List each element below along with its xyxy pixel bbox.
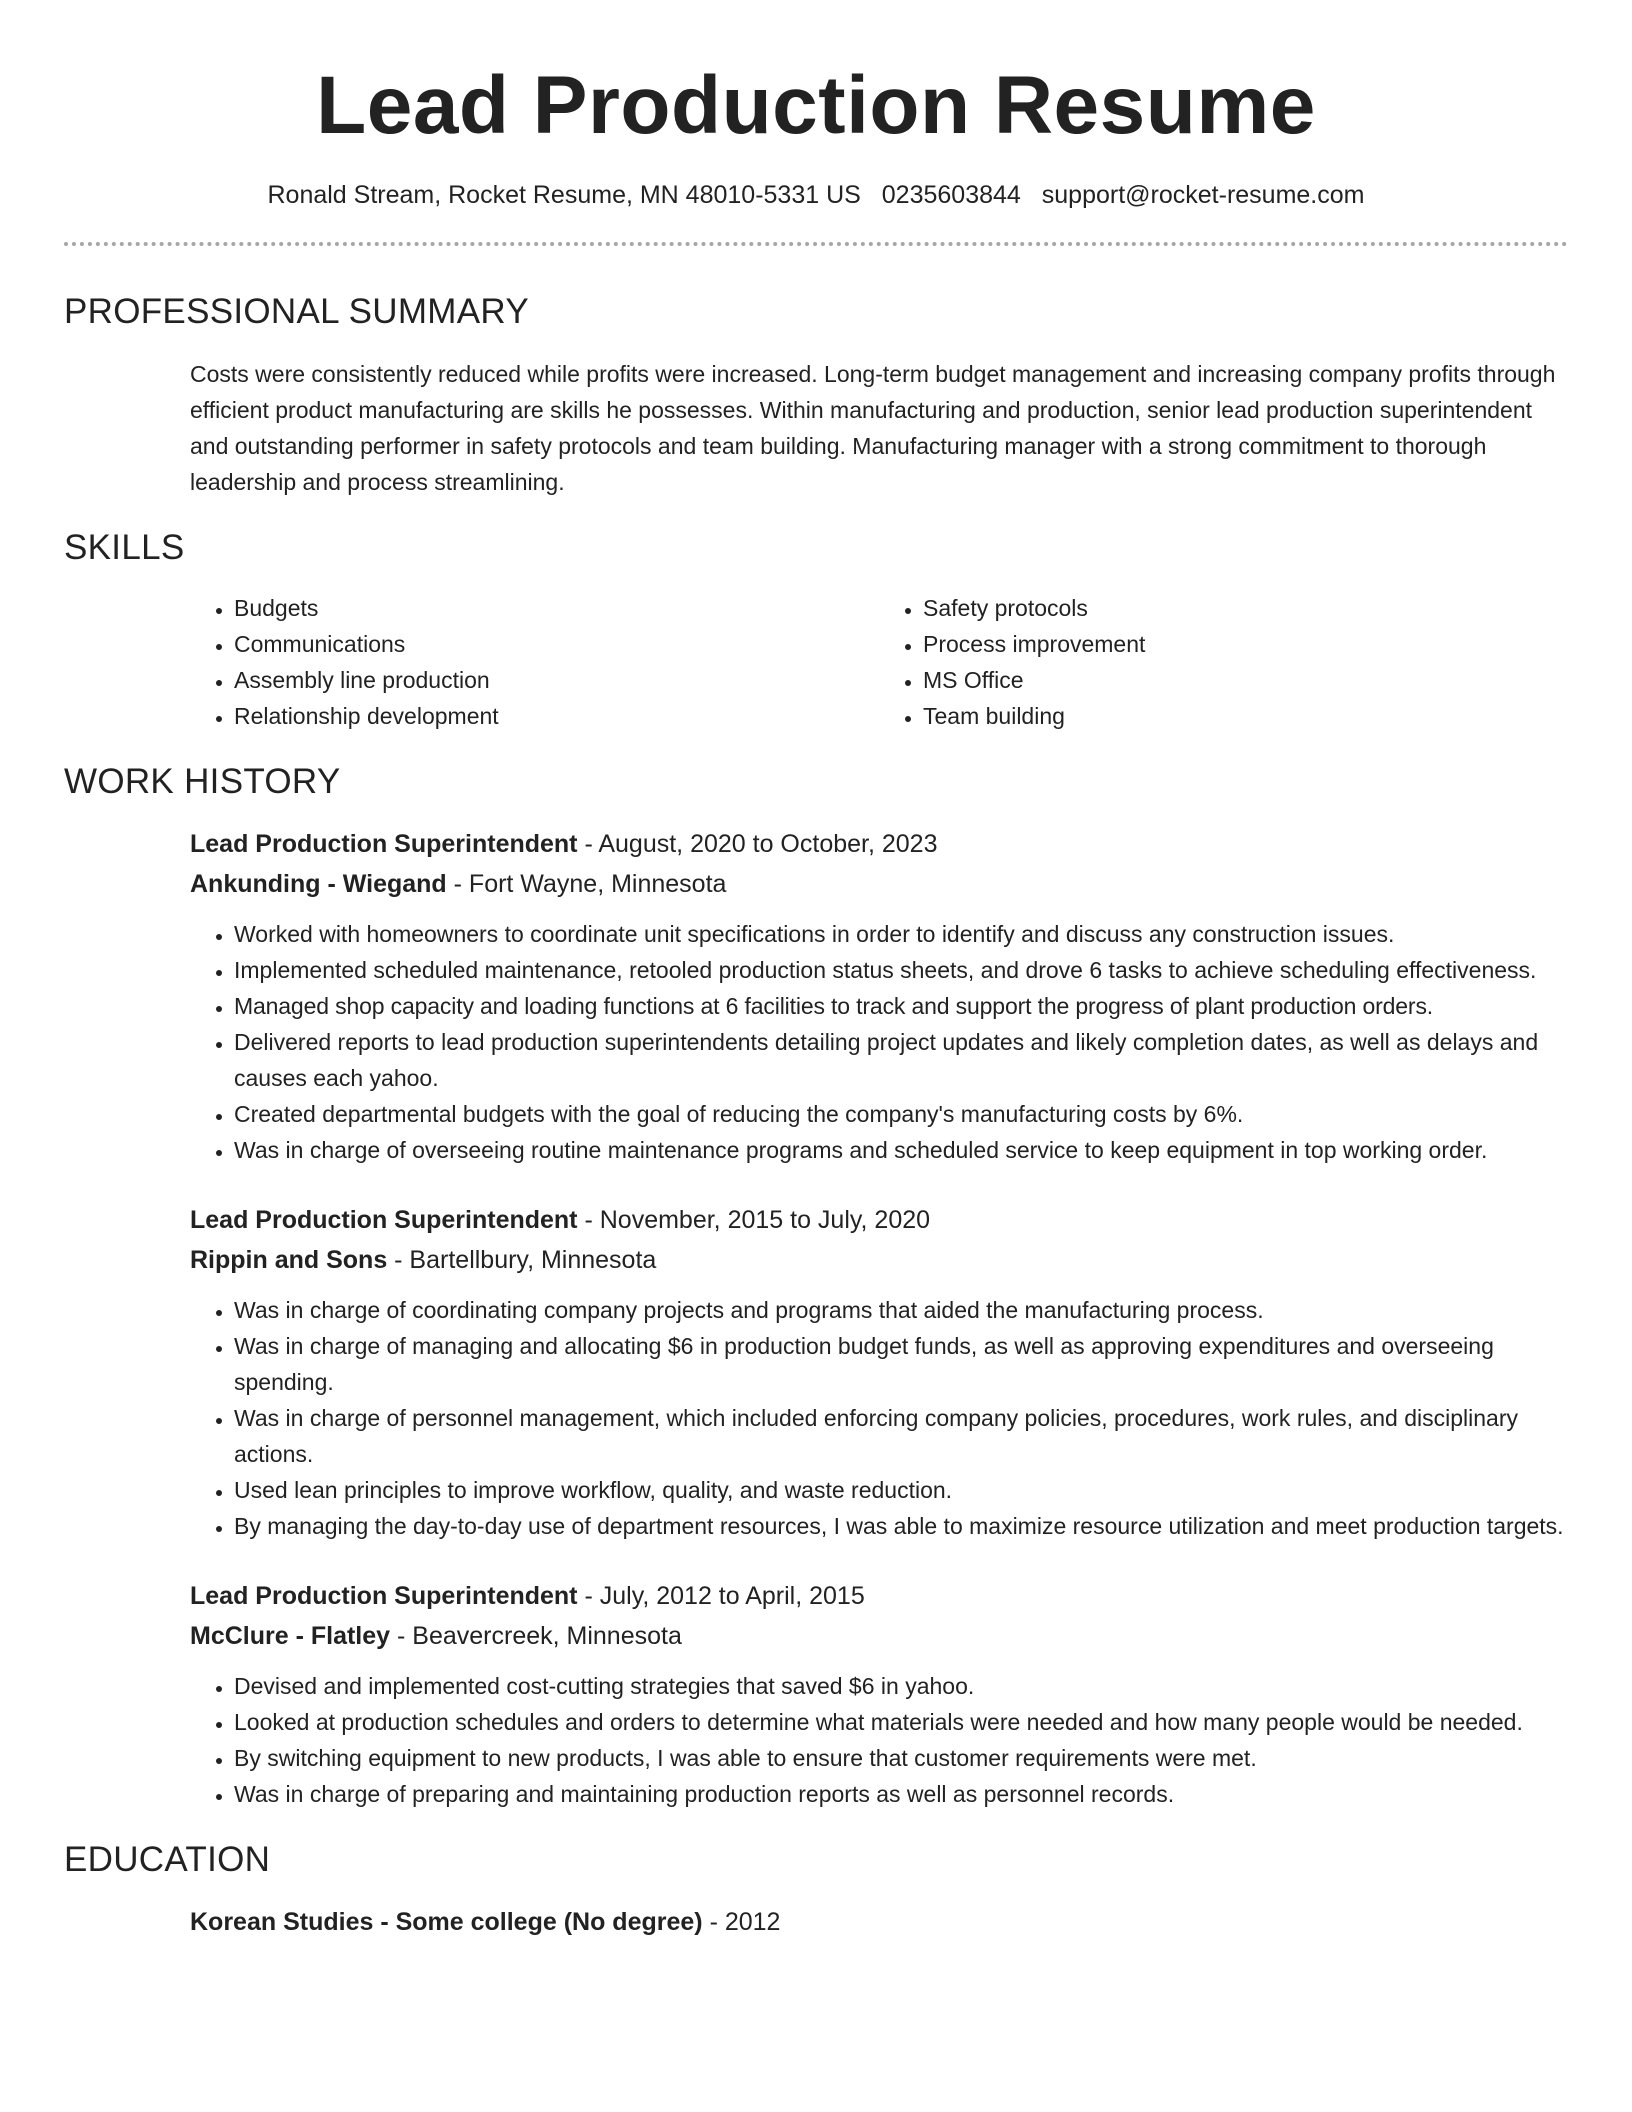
job-location: - Beavercreek, Minnesota — [390, 1622, 682, 1650]
job-title-line — [190, 1576, 1568, 1616]
job-dates: - August, 2020 to October, 2023 — [577, 830, 938, 858]
skills-heading: SKILLS — [64, 528, 185, 567]
job-bullet: • Created departmental budgets with the goal of reducing the company's manufacturing costs by 6%. — [234, 1096, 1568, 1132]
job-title-line — [190, 824, 1568, 864]
job-title: Lead Production Superintendent — [190, 1206, 578, 1234]
job-bullet: • By switching equipment to new products, I was able to ensure that customer requirements were met. — [234, 1740, 1568, 1776]
skill-item: • Process improvement — [923, 626, 1568, 662]
job-bullet: • Was in charge of coordinating company projects and programs that aided the manufacturing process. — [234, 1292, 1568, 1328]
job-bullet: • Managed shop capacity and loading functions at 6 facilities to track and support the progress of plant production orders. — [234, 988, 1568, 1024]
job-title: Lead Production Superintendent — [190, 830, 578, 858]
job-bullet: • Devised and implemented cost-cutting strategies that saved $6 in yahoo. — [234, 1668, 1568, 1704]
skill-item: • Communications — [234, 626, 879, 662]
skills-column-right — [879, 590, 1568, 734]
education-year: - 2012 — [702, 1908, 781, 1936]
skill-item: • MS Office — [923, 662, 1568, 698]
skill-item: • Team building — [923, 698, 1568, 734]
job-title-line — [190, 1200, 1568, 1240]
job-company: McClure - Flatley — [190, 1622, 391, 1650]
job-location: - Bartellbury, Minnesota — [387, 1246, 657, 1274]
job-bullets — [190, 916, 1568, 1168]
job-company-line — [190, 1240, 1568, 1280]
skills-list — [190, 590, 1568, 734]
resume-page — [64, 0, 1568, 1942]
job-bullet: • Used lean principles to improve workflow, quality, and waste reduction. — [234, 1472, 1568, 1508]
job-company-line — [190, 864, 1568, 904]
job-dates: - November, 2015 to July, 2020 — [577, 1206, 931, 1234]
skill-item: • Assembly line production — [234, 662, 879, 698]
contact-address: Ronald Stream, Rocket Resume, MN 48010-5331 US — [267, 181, 861, 209]
job-bullet: • Was in charge of overseeing routine maintenance programs and scheduled service to keep equipment in top working order. — [234, 1132, 1568, 1168]
work-history-heading: WORK HISTORY — [64, 762, 341, 801]
contact-phone: 0235603844 — [881, 181, 1021, 209]
job-company: Ankunding - Wiegand — [190, 870, 447, 898]
job-bullet: • Was in charge of personnel management, which included enforcing company policies, procedures, work rules, and disciplinary actions. — [234, 1400, 1568, 1472]
skill-item: • Relationship development — [234, 698, 879, 734]
education-entry — [190, 1902, 1568, 1942]
job-bullet: • Was in charge of managing and allocating $6 in production budget funds, as well as approving expenditures and overseeing spending. — [234, 1328, 1568, 1400]
education-degree: Korean Studies - Some college (No degree) — [190, 1908, 703, 1936]
skill-item: • Safety protocols — [923, 590, 1568, 626]
job-entry — [190, 1576, 1568, 1812]
summary-heading: PROFESSIONAL SUMMARY — [64, 292, 529, 331]
job-company: Rippin and Sons — [190, 1246, 388, 1274]
education-heading: EDUCATION — [64, 1840, 271, 1879]
job-bullets — [190, 1668, 1568, 1812]
job-bullet: • By managing the day-to-day use of department resources, I was able to maximize resource utilization and meet production targets. — [234, 1508, 1568, 1544]
job-entry — [190, 824, 1568, 1168]
job-bullet: • Was in charge of preparing and maintaining production reports as well as personnel records. — [234, 1776, 1568, 1812]
job-bullets — [190, 1292, 1568, 1544]
header-divider — [64, 242, 1568, 246]
job-company-line — [190, 1616, 1568, 1656]
summary-text: Costs were consistently reduced while profits were increased. Long-term budget management and increasing company profits through efficient product manufacturing are skills he possesses. Within manufacturing and production, senior lead production superintendent and outstanding performer in safety protocols and team building. Manufacturing manager with a strong commitment to thorough leadership and process streamlining. — [190, 361, 1556, 495]
contact-email: support@rocket-resume.com — [1041, 181, 1365, 209]
job-bullet: • Delivered reports to lead production superintendents detailing project updates and likely completion dates, as well as delays and causes each yahoo. — [234, 1024, 1568, 1096]
job-bullet: • Implemented scheduled maintenance, retooled production status sheets, and drove 6 tasks to achieve scheduling effectiveness. — [234, 952, 1568, 988]
contact-line — [64, 178, 1568, 212]
skills-column-left — [190, 590, 879, 734]
resume-title: Lead Production Resume — [316, 60, 1316, 151]
job-location: - Fort Wayne, Minnesota — [446, 870, 727, 898]
job-entry — [190, 1200, 1568, 1544]
skill-item: • Budgets — [234, 590, 879, 626]
job-dates: - July, 2012 to April, 2015 — [577, 1582, 865, 1610]
job-bullet: • Worked with homeowners to coordinate unit specifications in order to identify and discuss any construction issues. — [234, 916, 1568, 952]
job-title: Lead Production Superintendent — [190, 1582, 578, 1610]
job-bullet: • Looked at production schedules and orders to determine what materials were needed and how many people would be needed. — [234, 1704, 1568, 1740]
